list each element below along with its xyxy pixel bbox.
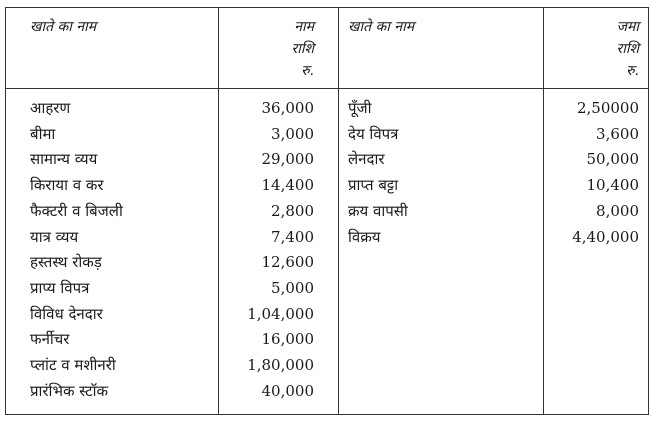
debit-amount: 29,000 bbox=[261, 150, 314, 169]
debit-amount-header-line3: रु. bbox=[301, 63, 314, 79]
debit-account-name: प्लांट व मशीनरी bbox=[30, 356, 116, 374]
credit-amount: 50,000 bbox=[586, 150, 639, 169]
debit-amount-header-line1: नाम bbox=[294, 19, 314, 35]
credit-amount-header-line2: राशि bbox=[616, 41, 639, 57]
debit-amount: 3,000 bbox=[271, 124, 314, 143]
debit-account-name: यात्र व्यय bbox=[30, 227, 79, 246]
credit-account-name: देय विपत्र bbox=[348, 124, 399, 143]
debit-amount: 1,80,000 bbox=[247, 356, 314, 374]
debit-amount: 16,000 bbox=[261, 330, 314, 349]
credit-amount: 10,400 bbox=[586, 176, 639, 195]
debit-amount: 7,400 bbox=[271, 227, 314, 246]
debit-account-name: सामान्य व्यय bbox=[30, 150, 98, 169]
credit-account-name: पूँजी bbox=[348, 99, 372, 117]
debit-amount: 36,000 bbox=[261, 99, 314, 117]
credit-amount: 2,50000 bbox=[576, 99, 639, 117]
credit-amount: 4,40,000 bbox=[572, 227, 639, 246]
debit-account-name: फैक्टरी व बिजली bbox=[30, 201, 123, 220]
credit-amount: 8,000 bbox=[596, 201, 639, 220]
header-divider bbox=[6, 88, 648, 89]
credit-account-name: विक्रय bbox=[348, 227, 381, 246]
debit-amount: 40,000 bbox=[261, 381, 314, 400]
debit-amount-header-line2: राशि bbox=[291, 41, 314, 57]
debit-account-name: किराया व कर bbox=[30, 176, 104, 195]
debit-amount: 1,04,000 bbox=[247, 304, 314, 323]
debit-amount: 12,600 bbox=[261, 253, 314, 272]
debit-account-name: बीमा bbox=[30, 124, 56, 143]
debit-account-name-header: खाते का नाम bbox=[30, 19, 97, 35]
trial-balance-table bbox=[5, 7, 649, 415]
debit-account-name: हस्तस्थ रोकड़ bbox=[30, 253, 102, 272]
debit-account-name: विविध देनदार bbox=[30, 304, 103, 323]
debit-amount: 5,000 bbox=[271, 278, 314, 297]
credit-amount-header-line1: जमा bbox=[616, 19, 639, 35]
credit-account-name: प्राप्त बट्टा bbox=[348, 176, 399, 195]
debit-account-name: आहरण bbox=[30, 99, 71, 117]
credit-amount-header bbox=[543, 16, 639, 82]
credit-account-name: लेनदार bbox=[348, 150, 385, 169]
debit-amount-header bbox=[218, 16, 314, 82]
credit-amount: 3,600 bbox=[596, 124, 639, 143]
credit-account-name: क्रय वापसी bbox=[348, 201, 408, 220]
debit-account-name: प्राप्य विपत्र bbox=[30, 278, 90, 297]
credit-account-name-header: खाते का नाम bbox=[348, 19, 415, 35]
debit-account-name: फर्नीचर bbox=[30, 330, 70, 349]
debit-amount: 14,400 bbox=[261, 176, 314, 195]
credit-amount-header-line3: रु. bbox=[626, 63, 639, 79]
debit-amount: 2,800 bbox=[271, 201, 314, 220]
column-divider bbox=[338, 8, 339, 414]
debit-account-name: प्रारंभिक स्टॉक bbox=[30, 381, 109, 400]
